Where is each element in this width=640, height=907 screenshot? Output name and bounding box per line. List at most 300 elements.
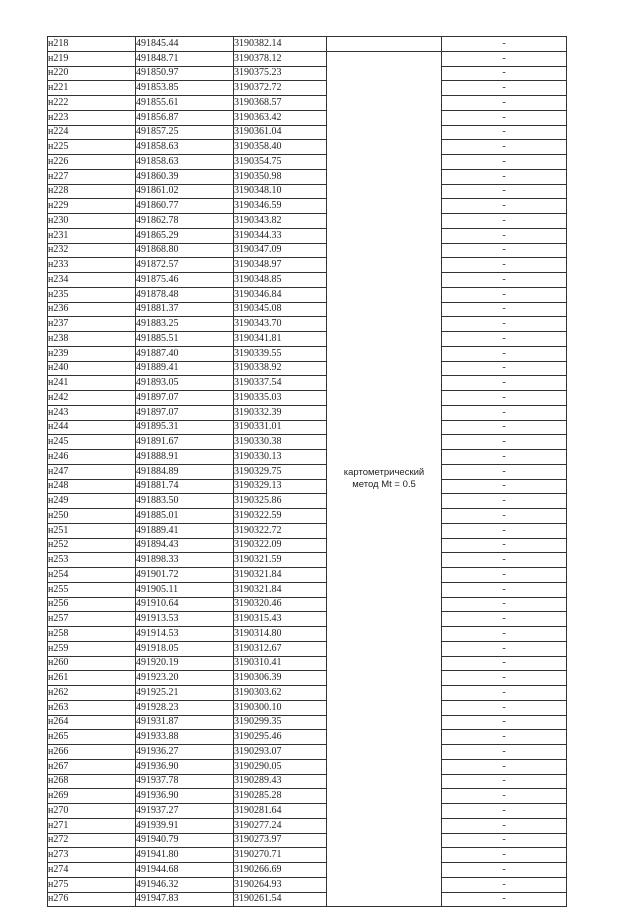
y-coordinate-cell: 3190321.59 <box>234 553 327 568</box>
x-coordinate-cell: 491940.79 <box>136 833 234 848</box>
y-coordinate-cell: 3190344.33 <box>234 228 327 243</box>
table-row <box>48 877 567 892</box>
x-coordinate-cell: 491936.90 <box>136 789 234 804</box>
description-cell: - <box>442 81 567 96</box>
point-name-cell: н251 <box>48 523 136 538</box>
table-row <box>48 228 567 243</box>
point-name-cell: н223 <box>48 110 136 125</box>
table-row <box>48 110 567 125</box>
y-coordinate-cell: 3190348.97 <box>234 258 327 273</box>
table-row <box>48 184 567 199</box>
method-name: картометрический <box>343 467 425 478</box>
table-row <box>48 553 567 568</box>
description-cell: - <box>442 243 567 258</box>
x-coordinate-cell: 491861.02 <box>136 184 234 199</box>
y-coordinate-cell: 3190382.14 <box>234 37 327 52</box>
y-coordinate-cell: 3190348.10 <box>234 184 327 199</box>
description-cell: - <box>442 774 567 789</box>
y-coordinate-cell: 3190350.98 <box>234 169 327 184</box>
x-coordinate-cell: 491936.90 <box>136 759 234 774</box>
x-coordinate-cell: 491925.21 <box>136 686 234 701</box>
table-row <box>48 597 567 612</box>
description-cell: - <box>442 66 567 81</box>
y-coordinate-cell: 3190361.04 <box>234 125 327 140</box>
point-name-cell: н246 <box>48 450 136 465</box>
description-cell: - <box>442 523 567 538</box>
x-coordinate-cell: 491889.41 <box>136 361 234 376</box>
y-coordinate-cell: 3190329.13 <box>234 479 327 494</box>
table-row <box>48 302 567 317</box>
table-row <box>48 51 567 66</box>
description-cell: - <box>442 214 567 229</box>
table-row <box>48 479 567 494</box>
point-name-cell: н270 <box>48 804 136 819</box>
description-cell: - <box>442 169 567 184</box>
x-coordinate-cell: 491883.50 <box>136 494 234 509</box>
x-coordinate-cell: 491868.80 <box>136 243 234 258</box>
point-name-cell: н258 <box>48 627 136 642</box>
table-row <box>48 863 567 878</box>
table-row <box>48 568 567 583</box>
y-coordinate-cell: 3190290.05 <box>234 759 327 774</box>
point-name-cell: н274 <box>48 863 136 878</box>
description-cell: - <box>442 110 567 125</box>
description-cell: - <box>442 125 567 140</box>
x-coordinate-cell: 491946.32 <box>136 877 234 892</box>
description-cell: - <box>442 199 567 214</box>
x-coordinate-cell: 491923.20 <box>136 671 234 686</box>
point-name-cell: н229 <box>48 199 136 214</box>
y-coordinate-cell: 3190303.62 <box>234 686 327 701</box>
table-row <box>48 287 567 302</box>
table-row <box>48 81 567 96</box>
y-coordinate-cell: 3190321.84 <box>234 582 327 597</box>
y-coordinate-cell: 3190368.57 <box>234 96 327 111</box>
description-cell: - <box>442 538 567 553</box>
x-coordinate-cell: 491885.51 <box>136 332 234 347</box>
table-row <box>48 450 567 465</box>
point-name-cell: н264 <box>48 715 136 730</box>
y-coordinate-cell: 3190335.03 <box>234 391 327 406</box>
x-coordinate-cell: 491848.71 <box>136 51 234 66</box>
coordinates-table <box>47 36 567 907</box>
description-cell: - <box>442 612 567 627</box>
description-cell: - <box>442 287 567 302</box>
description-cell: - <box>442 51 567 66</box>
x-coordinate-cell: 491872.57 <box>136 258 234 273</box>
description-cell: - <box>442 553 567 568</box>
description-cell: - <box>442 582 567 597</box>
point-name-cell: н272 <box>48 833 136 848</box>
point-name-cell: н266 <box>48 745 136 760</box>
description-cell: - <box>442 863 567 878</box>
x-coordinate-cell: 491893.05 <box>136 376 234 391</box>
table-row <box>48 745 567 760</box>
point-name-cell: н271 <box>48 818 136 833</box>
description-cell: - <box>442 96 567 111</box>
y-coordinate-cell: 3190285.28 <box>234 789 327 804</box>
x-coordinate-cell: 491936.27 <box>136 745 234 760</box>
y-coordinate-cell: 3190329.75 <box>234 464 327 479</box>
point-name-cell: н262 <box>48 686 136 701</box>
table-row <box>48 214 567 229</box>
x-coordinate-cell: 491850.97 <box>136 66 234 81</box>
point-name-cell: н225 <box>48 140 136 155</box>
x-coordinate-cell: 491905.11 <box>136 582 234 597</box>
table-row <box>48 656 567 671</box>
y-coordinate-cell: 3190281.64 <box>234 804 327 819</box>
point-name-cell: н239 <box>48 346 136 361</box>
description-cell: - <box>442 686 567 701</box>
y-coordinate-cell: 3190273.97 <box>234 833 327 848</box>
table-row <box>48 66 567 81</box>
point-name-cell: н276 <box>48 892 136 907</box>
x-coordinate-cell: 491889.41 <box>136 523 234 538</box>
table-row <box>48 464 567 479</box>
description-cell: - <box>442 391 567 406</box>
point-name-cell: н250 <box>48 509 136 524</box>
point-name-cell: н244 <box>48 420 136 435</box>
table-row <box>48 169 567 184</box>
description-cell: - <box>442 759 567 774</box>
point-name-cell: н253 <box>48 553 136 568</box>
x-coordinate-cell: 491858.63 <box>136 155 234 170</box>
point-name-cell: н233 <box>48 258 136 273</box>
x-coordinate-cell: 491920.19 <box>136 656 234 671</box>
point-name-cell: н247 <box>48 464 136 479</box>
y-coordinate-cell: 3190338.92 <box>234 361 327 376</box>
x-coordinate-cell: 491855.61 <box>136 96 234 111</box>
description-cell: - <box>442 833 567 848</box>
table-row <box>48 818 567 833</box>
y-coordinate-cell: 3190322.59 <box>234 509 327 524</box>
table-row <box>48 494 567 509</box>
description-cell: - <box>442 317 567 332</box>
point-name-cell: н268 <box>48 774 136 789</box>
table-row <box>48 96 567 111</box>
description-cell: - <box>442 715 567 730</box>
point-name-cell: н254 <box>48 568 136 583</box>
x-coordinate-cell: 491883.25 <box>136 317 234 332</box>
x-coordinate-cell: 491845.44 <box>136 37 234 52</box>
point-name-cell: н269 <box>48 789 136 804</box>
point-name-cell: н273 <box>48 848 136 863</box>
y-coordinate-cell: 3190343.82 <box>234 214 327 229</box>
point-name-cell: н255 <box>48 582 136 597</box>
y-coordinate-cell: 3190346.59 <box>234 199 327 214</box>
point-name-cell: н219 <box>48 51 136 66</box>
table-row <box>48 155 567 170</box>
x-coordinate-cell: 491887.40 <box>136 346 234 361</box>
x-coordinate-cell: 491858.63 <box>136 140 234 155</box>
y-coordinate-cell: 3190331.01 <box>234 420 327 435</box>
x-coordinate-cell: 491918.05 <box>136 641 234 656</box>
y-coordinate-cell: 3190332.39 <box>234 405 327 420</box>
y-coordinate-cell: 3190306.39 <box>234 671 327 686</box>
x-coordinate-cell: 491941.80 <box>136 848 234 863</box>
description-cell: - <box>442 641 567 656</box>
point-name-cell: н235 <box>48 287 136 302</box>
x-coordinate-cell: 491862.78 <box>136 214 234 229</box>
description-cell: - <box>442 361 567 376</box>
x-coordinate-cell: 491901.72 <box>136 568 234 583</box>
description-cell: - <box>442 450 567 465</box>
table-row <box>48 627 567 642</box>
y-coordinate-cell: 3190363.42 <box>234 110 327 125</box>
point-name-cell: н243 <box>48 405 136 420</box>
description-cell: - <box>442 155 567 170</box>
table-row <box>48 391 567 406</box>
description-cell: - <box>442 228 567 243</box>
point-name-cell: н218 <box>48 37 136 52</box>
y-coordinate-cell: 3190378.12 <box>234 51 327 66</box>
table-row <box>48 804 567 819</box>
table-row <box>48 435 567 450</box>
point-name-cell: н275 <box>48 877 136 892</box>
description-cell: - <box>442 700 567 715</box>
y-coordinate-cell: 3190330.38 <box>234 435 327 450</box>
description-cell: - <box>442 745 567 760</box>
x-coordinate-cell: 491878.48 <box>136 287 234 302</box>
description-cell: - <box>442 671 567 686</box>
y-coordinate-cell: 3190343.70 <box>234 317 327 332</box>
table-row <box>48 509 567 524</box>
table-row <box>48 361 567 376</box>
description-cell: - <box>442 273 567 288</box>
description-cell: - <box>442 140 567 155</box>
x-coordinate-cell: 491875.46 <box>136 273 234 288</box>
x-coordinate-cell: 491888.91 <box>136 450 234 465</box>
point-name-cell: н256 <box>48 597 136 612</box>
table-row <box>48 140 567 155</box>
description-cell: - <box>442 818 567 833</box>
point-name-cell: н221 <box>48 81 136 96</box>
description-cell: - <box>442 405 567 420</box>
table-row <box>48 759 567 774</box>
y-coordinate-cell: 3190322.72 <box>234 523 327 538</box>
x-coordinate-cell: 491897.07 <box>136 391 234 406</box>
y-coordinate-cell: 3190314.80 <box>234 627 327 642</box>
table-row <box>48 538 567 553</box>
point-name-cell: н228 <box>48 184 136 199</box>
point-name-cell: н260 <box>48 656 136 671</box>
point-name-cell: н241 <box>48 376 136 391</box>
y-coordinate-cell: 3190325.86 <box>234 494 327 509</box>
table-row <box>48 37 567 52</box>
table-row <box>48 671 567 686</box>
y-coordinate-cell: 3190295.46 <box>234 730 327 745</box>
point-name-cell: н227 <box>48 169 136 184</box>
x-coordinate-cell: 491891.67 <box>136 435 234 450</box>
point-name-cell: н261 <box>48 671 136 686</box>
x-coordinate-cell: 491865.29 <box>136 228 234 243</box>
y-coordinate-cell: 3190322.09 <box>234 538 327 553</box>
table-row <box>48 317 567 332</box>
point-name-cell: н236 <box>48 302 136 317</box>
table-row <box>48 641 567 656</box>
y-coordinate-cell: 3190339.55 <box>234 346 327 361</box>
y-coordinate-cell: 3190293.07 <box>234 745 327 760</box>
y-coordinate-cell: 3190321.84 <box>234 568 327 583</box>
description-cell: - <box>442 332 567 347</box>
y-coordinate-cell: 3190277.24 <box>234 818 327 833</box>
table-row <box>48 700 567 715</box>
y-coordinate-cell: 3190266.69 <box>234 863 327 878</box>
table-row <box>48 258 567 273</box>
point-name-cell: н248 <box>48 479 136 494</box>
description-cell: - <box>442 848 567 863</box>
x-coordinate-cell: 491885.01 <box>136 509 234 524</box>
y-coordinate-cell: 3190358.40 <box>234 140 327 155</box>
point-name-cell: н232 <box>48 243 136 258</box>
point-name-cell: н224 <box>48 125 136 140</box>
description-cell: - <box>442 37 567 52</box>
point-name-cell: н249 <box>48 494 136 509</box>
point-name-cell: н240 <box>48 361 136 376</box>
x-coordinate-cell: 491928.23 <box>136 700 234 715</box>
description-cell: - <box>442 877 567 892</box>
x-coordinate-cell: 491939.91 <box>136 818 234 833</box>
description-cell: - <box>442 420 567 435</box>
y-coordinate-cell: 3190348.85 <box>234 273 327 288</box>
table-row <box>48 346 567 361</box>
x-coordinate-cell: 491881.74 <box>136 479 234 494</box>
table-row <box>48 833 567 848</box>
description-cell: - <box>442 789 567 804</box>
point-name-cell: н252 <box>48 538 136 553</box>
x-coordinate-cell: 491914.53 <box>136 627 234 642</box>
point-name-cell: н257 <box>48 612 136 627</box>
table-row <box>48 686 567 701</box>
table-row <box>48 420 567 435</box>
y-coordinate-cell: 3190299.35 <box>234 715 327 730</box>
y-coordinate-cell: 3190320.46 <box>234 597 327 612</box>
description-cell: - <box>442 346 567 361</box>
x-coordinate-cell: 491895.31 <box>136 420 234 435</box>
point-name-cell: н263 <box>48 700 136 715</box>
description-cell: - <box>442 627 567 642</box>
table-row <box>48 774 567 789</box>
table-row <box>48 125 567 140</box>
x-coordinate-cell: 491947.83 <box>136 892 234 907</box>
y-coordinate-cell: 3190270.71 <box>234 848 327 863</box>
description-cell: - <box>442 892 567 907</box>
table-row <box>48 376 567 391</box>
x-coordinate-cell: 491856.87 <box>136 110 234 125</box>
table-row <box>48 730 567 745</box>
x-coordinate-cell: 491884.89 <box>136 464 234 479</box>
y-coordinate-cell: 3190315.43 <box>234 612 327 627</box>
y-coordinate-cell: 3190312.67 <box>234 641 327 656</box>
description-cell: - <box>442 302 567 317</box>
table-row <box>48 199 567 214</box>
point-name-cell: н220 <box>48 66 136 81</box>
y-coordinate-cell: 3190261.54 <box>234 892 327 907</box>
method-accuracy: метод Mt = 0.5 <box>352 479 416 490</box>
description-cell: - <box>442 656 567 671</box>
description-cell: - <box>442 258 567 273</box>
description-cell: - <box>442 479 567 494</box>
description-cell: - <box>442 730 567 745</box>
y-coordinate-cell: 3190341.81 <box>234 332 327 347</box>
table-row <box>48 405 567 420</box>
table-row <box>48 332 567 347</box>
description-cell: - <box>442 804 567 819</box>
y-coordinate-cell: 3190372.72 <box>234 81 327 96</box>
description-cell: - <box>442 568 567 583</box>
y-coordinate-cell: 3190330.13 <box>234 450 327 465</box>
point-name-cell: н230 <box>48 214 136 229</box>
description-cell: - <box>442 597 567 612</box>
y-coordinate-cell: 3190347.09 <box>234 243 327 258</box>
point-name-cell: н267 <box>48 759 136 774</box>
x-coordinate-cell: 491913.53 <box>136 612 234 627</box>
point-name-cell: н265 <box>48 730 136 745</box>
point-name-cell: н237 <box>48 317 136 332</box>
method-cell-top <box>327 37 442 52</box>
description-cell: - <box>442 464 567 479</box>
x-coordinate-cell: 491860.77 <box>136 199 234 214</box>
y-coordinate-cell: 3190310.41 <box>234 656 327 671</box>
x-coordinate-cell: 491933.88 <box>136 730 234 745</box>
description-cell: - <box>442 376 567 391</box>
y-coordinate-cell: 3190346.84 <box>234 287 327 302</box>
description-cell: - <box>442 184 567 199</box>
description-cell: - <box>442 435 567 450</box>
y-coordinate-cell: 3190300.10 <box>234 700 327 715</box>
description-cell: - <box>442 509 567 524</box>
table-row <box>48 273 567 288</box>
table-row <box>48 789 567 804</box>
x-coordinate-cell: 491898.33 <box>136 553 234 568</box>
x-coordinate-cell: 491937.78 <box>136 774 234 789</box>
x-coordinate-cell: 491937.27 <box>136 804 234 819</box>
point-name-cell: н242 <box>48 391 136 406</box>
x-coordinate-cell: 491897.07 <box>136 405 234 420</box>
x-coordinate-cell: 491857.25 <box>136 125 234 140</box>
table-row <box>48 612 567 627</box>
y-coordinate-cell: 3190337.54 <box>234 376 327 391</box>
point-name-cell: н245 <box>48 435 136 450</box>
method-cell <box>327 51 442 907</box>
table-row <box>48 848 567 863</box>
y-coordinate-cell: 3190345.08 <box>234 302 327 317</box>
y-coordinate-cell: 3190264.93 <box>234 877 327 892</box>
table-row <box>48 715 567 730</box>
point-name-cell: н234 <box>48 273 136 288</box>
x-coordinate-cell: 491853.85 <box>136 81 234 96</box>
x-coordinate-cell: 491944.68 <box>136 863 234 878</box>
x-coordinate-cell: 491860.39 <box>136 169 234 184</box>
y-coordinate-cell: 3190354.75 <box>234 155 327 170</box>
description-cell: - <box>442 494 567 509</box>
point-name-cell: н226 <box>48 155 136 170</box>
table-row <box>48 243 567 258</box>
point-name-cell: н231 <box>48 228 136 243</box>
y-coordinate-cell: 3190375.23 <box>234 66 327 81</box>
point-name-cell: н259 <box>48 641 136 656</box>
x-coordinate-cell: 491931.87 <box>136 715 234 730</box>
table-row <box>48 582 567 597</box>
y-coordinate-cell: 3190289.43 <box>234 774 327 789</box>
point-name-cell: н222 <box>48 96 136 111</box>
coordinates-table-body <box>48 37 567 907</box>
x-coordinate-cell: 491910.64 <box>136 597 234 612</box>
point-name-cell: н238 <box>48 332 136 347</box>
table-row <box>48 523 567 538</box>
x-coordinate-cell: 491881.37 <box>136 302 234 317</box>
x-coordinate-cell: 491894.43 <box>136 538 234 553</box>
